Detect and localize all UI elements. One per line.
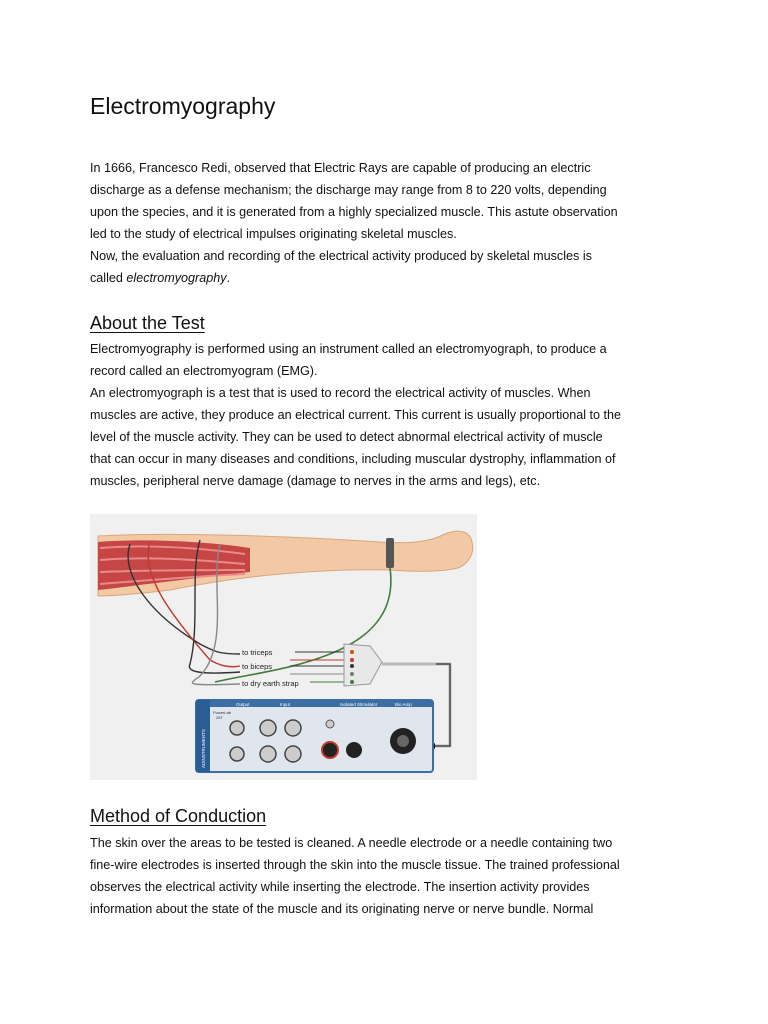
emg-figure bbox=[90, 514, 477, 780]
method-heading: Method of Conduction bbox=[90, 806, 267, 826]
intro-last-prefix: called bbox=[90, 271, 127, 285]
about-line: that can occur in many diseases and conditions, including muscular dystrophy, inflammation of bbox=[90, 452, 616, 466]
device-section-stim: Isolated Stimulator bbox=[340, 702, 378, 707]
about-line: record called an electromyogram (EMG). bbox=[90, 364, 318, 378]
device-model-sub: 26T bbox=[216, 715, 223, 720]
about-line: level of the muscle activity. They can be used to detect abnormal electrical activity of muscle bbox=[90, 430, 603, 444]
method-line: information about the state of the muscle and its originating nerve or nerve bundle. Normal bbox=[90, 902, 594, 916]
intro-line: discharge as a defense mechanism; the discharge may range from 8 to 220 volts, depending bbox=[90, 183, 607, 197]
intro-line: upon the species, and it is generated from a highly specialized muscle. This astute observation bbox=[90, 205, 618, 219]
about-heading: About the Test bbox=[90, 313, 205, 333]
intro-last-emphasis: electromyography bbox=[126, 271, 227, 285]
intro-line: Now, the evaluation and recording of the electrical activity produced by skeletal muscles is bbox=[90, 249, 592, 263]
about-line: muscles, peripheral nerve damage (damage to nerves in the arms and legs), etc. bbox=[90, 474, 541, 488]
figure-label-triceps: to triceps bbox=[242, 648, 273, 657]
method-line: observes the electrical activity while inserting the electrode. The insertion activity provides bbox=[90, 880, 590, 894]
device-model: PowerLab bbox=[213, 710, 232, 715]
intro-line: In 1666, Francesco Redi, observed that Electric Rays are capable of producing an electric bbox=[90, 161, 591, 175]
intro-paragraph bbox=[90, 157, 690, 289]
method-line: The skin over the areas to be tested is cleaned. A needle electrode or a needle containing two bbox=[90, 836, 613, 850]
emg-illustration bbox=[90, 514, 477, 780]
about-line: Electromyography is performed using an instrument called an electromyograph, to produce a bbox=[90, 342, 607, 356]
device-section-output: Output bbox=[236, 702, 250, 707]
about-line: muscles are active, they produce an electrical current. This current is usually proportional to the bbox=[90, 408, 622, 422]
intro-last-suffix: . bbox=[226, 271, 231, 285]
device-section-bioamp: Bio Amp bbox=[395, 702, 412, 707]
intro-line: led to the study of electrical impulses originating skeletal muscles. bbox=[90, 227, 457, 241]
figure-label-biceps: to biceps bbox=[242, 662, 273, 671]
figure-label-earth: to dry earth strap bbox=[242, 679, 299, 688]
intro-line-last bbox=[90, 267, 690, 289]
about-paragraph bbox=[90, 338, 690, 492]
about-line: An electromyograph is a test that is used to record the electrical activity of muscles. When bbox=[90, 386, 591, 400]
page-title: Electromyography bbox=[90, 93, 276, 119]
device-brand: ADINSTRUMENTS bbox=[201, 729, 206, 768]
device-section-input: Input bbox=[280, 702, 291, 707]
method-line: fine-wire electrodes is inserted through the skin into the muscle tissue. The trained professional bbox=[90, 858, 620, 872]
method-paragraph bbox=[90, 832, 690, 920]
